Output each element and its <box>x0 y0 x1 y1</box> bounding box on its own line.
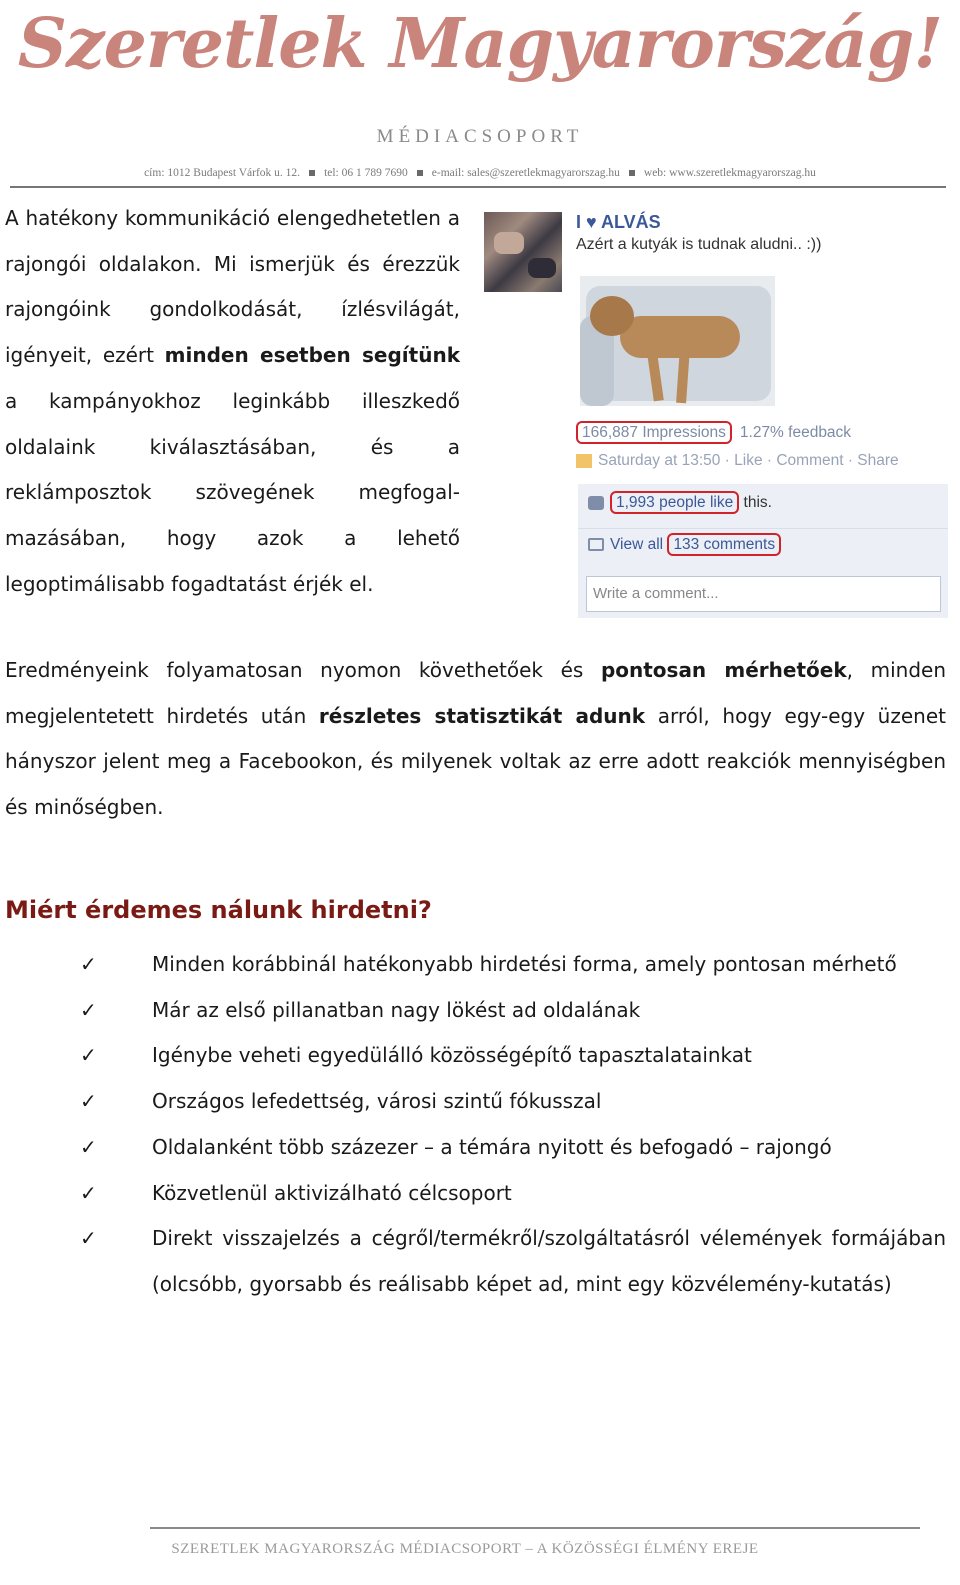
list-item-text: Közvetlenül aktivizálható célcsoport <box>152 1180 512 1205</box>
results-text-2: , minden megjelentetett hirdetés után <box>5 658 947 728</box>
fb-impressions-highlight: 166,887 Impressions <box>576 421 732 444</box>
fb-page-name: I ♥ ALVÁS <box>576 212 661 232</box>
fb-date-actions-text: Saturday at 13:50 · Like · Comment · Share <box>598 452 899 469</box>
page-thumbnail-image <box>484 212 562 292</box>
thumbs-up-icon <box>588 496 604 510</box>
fb-write-comment-field: Write a comment... <box>586 576 941 612</box>
contact-phone: tel: 06 1 789 7690 <box>324 167 408 179</box>
list-item <box>0 1079 946 1125</box>
facebook-post-screenshot <box>484 208 950 618</box>
contact-line <box>0 167 960 179</box>
checkmark-icon: ✓ <box>80 952 97 976</box>
benefits-list <box>0 942 946 1308</box>
list-item <box>0 1216 946 1307</box>
results-bold-2: részletes statisztikát adunk <box>318 703 646 728</box>
fb-likes-row <box>588 494 772 512</box>
separator-square-icon <box>417 170 423 176</box>
calendar-icon <box>576 454 592 468</box>
checkmark-icon: ✓ <box>80 997 97 1022</box>
list-item-text: Minden korábbinál hatékonyabb hirdetési forma, amely pontosan mérhető <box>152 952 897 976</box>
list-item-text: Direkt visszajelzés a cégről/termékről/szolgáltatásról vélemények formájában (olcsóbb, gyorsabb és reálisabb képet ad, mint egy közvélemény-kutatás) <box>152 1226 946 1296</box>
fb-likes-rest: this. <box>739 494 772 511</box>
comment-icon <box>588 538 604 551</box>
list-item <box>0 1171 946 1217</box>
results-text-1: Eredményeink folyamatosan nyomon követhetőek és <box>5 658 601 682</box>
contact-address: cím: 1012 Budapest Várfok u. 12. <box>144 167 301 179</box>
list-item <box>0 1125 946 1171</box>
checkmark-icon: ✓ <box>80 1043 97 1068</box>
fb-divider <box>578 528 948 529</box>
list-item <box>0 942 946 988</box>
fb-comments-row <box>588 536 781 554</box>
list-item-text: Már az első pillanatban nagy lökést ad oldalának <box>152 997 641 1022</box>
checkmark-icon: ✓ <box>80 1226 97 1251</box>
checkmark-icon: ✓ <box>80 1134 97 1159</box>
list-item <box>0 988 946 1034</box>
header-divider <box>10 186 946 188</box>
footer-text: SZERETLEK MAGYARORSZÁG MÉDIACSOPORT – A KÖZÖSSÉGI ÉLMÉNY EREJE <box>171 1541 759 1557</box>
fb-status-text: Azért a kutyák is tudnak aludni.. :)) <box>576 236 822 253</box>
separator-square-icon <box>309 170 315 176</box>
intro-text-2: a kampányokhoz leginkább illeszkedő oldalaink kiválasztásában, és a reklámposztok szövegének megfogalmazásában, hogy azok a lehető legoptimálisabb fogadtatást érjék el. <box>5 388 460 596</box>
section-heading: Miért érdemes nálunk hirdetni? <box>5 896 432 924</box>
intro-paragraph <box>5 196 460 607</box>
list-item <box>0 1033 946 1079</box>
list-item-text: Igénybe veheti egyedülálló közösségépítő tapasztalatainkat <box>152 1043 752 1068</box>
fb-comments-highlight: 133 comments <box>667 533 781 556</box>
checkmark-icon: ✓ <box>80 1180 97 1205</box>
checkmark-icon: ✓ <box>80 1089 97 1114</box>
fb-date-actions <box>576 452 899 470</box>
results-bold-1: pontosan mérhetőek <box>600 658 847 682</box>
fb-comments-prefix: View all <box>610 536 668 553</box>
list-item-text: Oldalanként több százezer – a témára nyitott és befogadó – rajongó <box>152 1134 832 1159</box>
contact-email[interactable]: e-mail: sales@szeretlekmagyarorszag.hu <box>431 167 620 179</box>
fb-insights-row <box>576 424 851 442</box>
intro-text-1: A hatékony kommunikáció elengedhetetlen a rajongói oldalakon. Mi ismerjük és érezzük rajongóink gondolkodását, ízlésvilágát, igényeit, ezért <box>5 206 460 368</box>
logo: Szeretlek Magyarország! <box>17 4 943 84</box>
sleeping-dog-photo <box>580 276 775 406</box>
list-item-text: Országos lefedettség, városi szintű fókusszal <box>152 1089 602 1114</box>
contact-web[interactable]: web: www.szeretlekmagyarorszag.hu <box>643 167 816 179</box>
fb-feedback-box <box>578 484 948 618</box>
separator-square-icon <box>629 170 635 176</box>
fb-feedback: 1.27% feedback <box>739 424 852 441</box>
results-paragraph <box>5 648 946 831</box>
logo-subtitle: MÉDIACSOPORT <box>376 126 584 147</box>
footer-divider <box>150 1527 920 1529</box>
fb-likes-highlight: 1,993 people like <box>610 491 739 514</box>
intro-bold-1: minden esetben segítünk <box>164 343 460 368</box>
results-text-3: arról, hogy egy-egy üzenet hányszor jelent meg a Facebookon, és milyenek voltak az erre adott reakciók mennyiségben és minőségben. <box>5 703 946 820</box>
